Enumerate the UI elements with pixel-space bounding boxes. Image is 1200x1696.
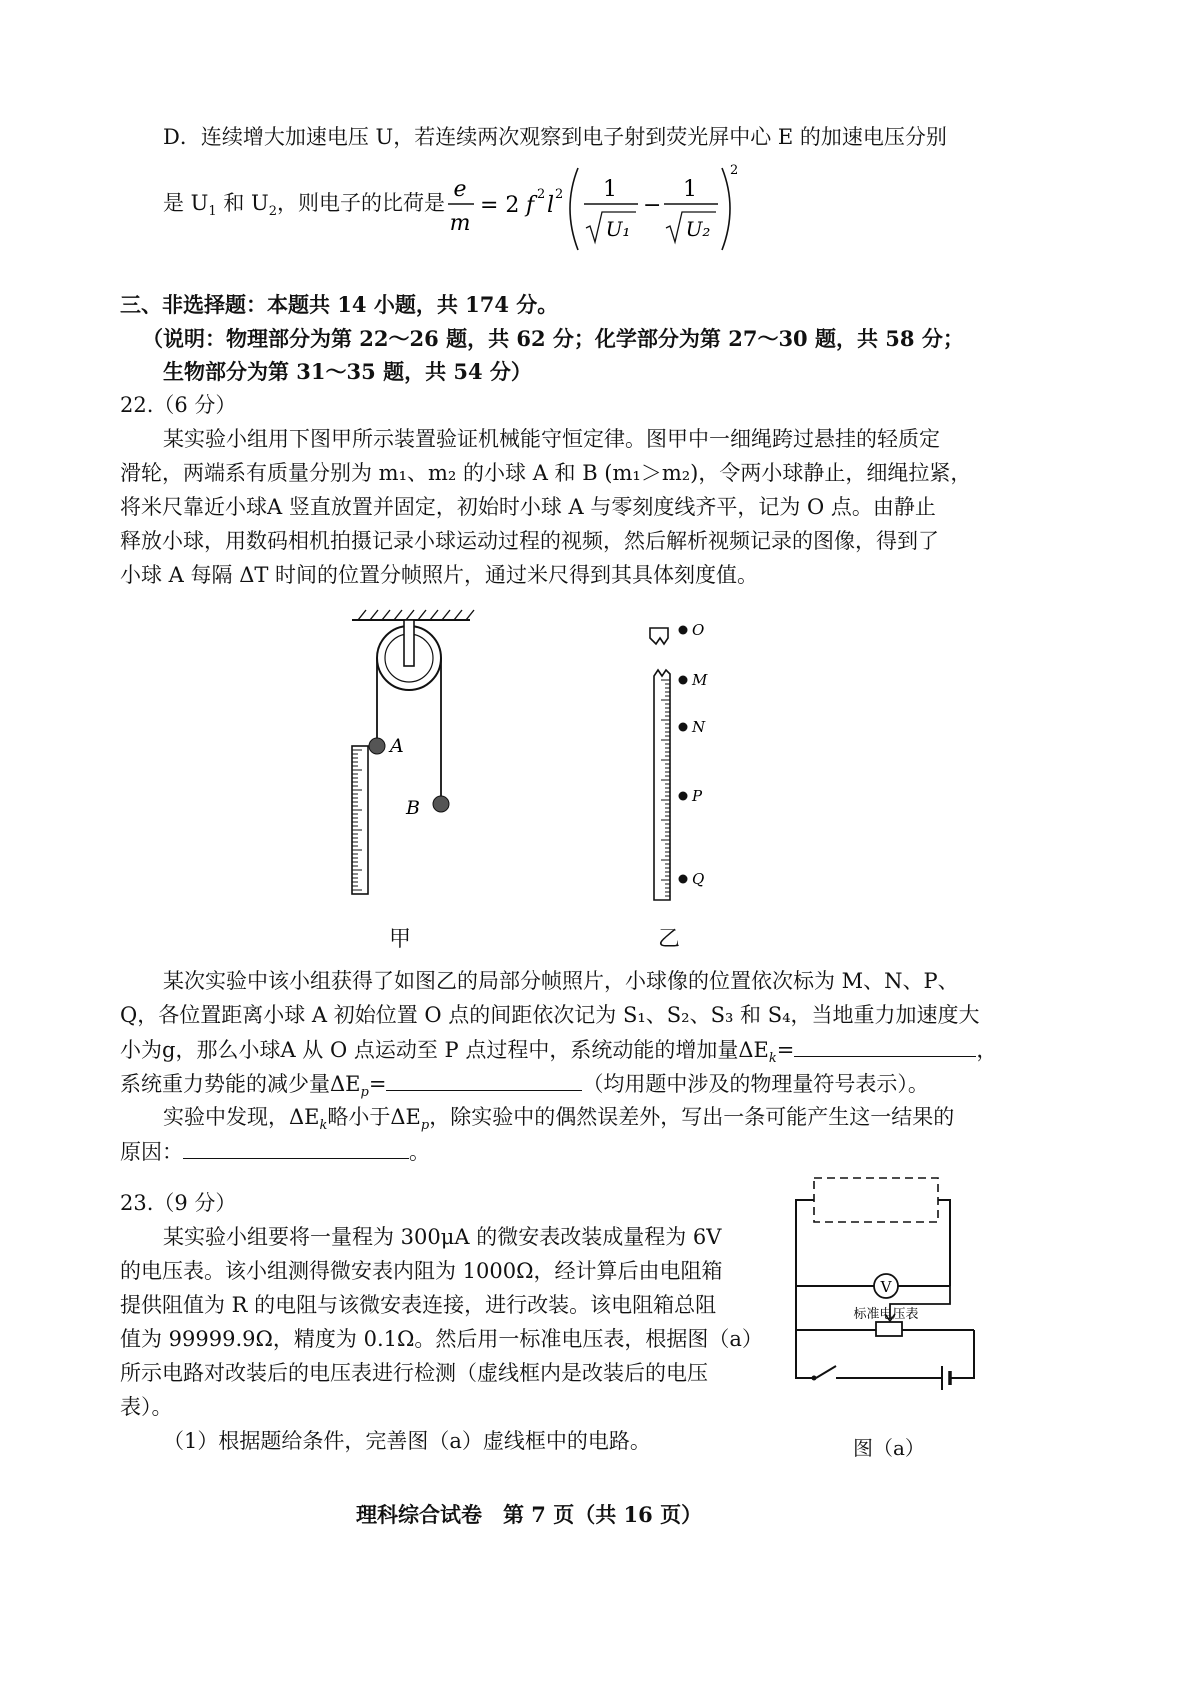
frame-dot-o <box>679 626 688 635</box>
figure-jia-pulley <box>340 600 500 910</box>
svg-text:e: e <box>453 177 467 202</box>
q23-line: 提供阻值为 R 的电阻与该微安表连接，进行改装。该电阻箱总阻 <box>120 1293 717 1317</box>
svg-text:1: 1 <box>603 177 617 202</box>
svg-text:2: 2 <box>555 187 564 202</box>
option-d-line2: 是 $U_1$ 和 $U_2$，则电子的比荷是 <box>163 191 445 220</box>
section-note-1: （说明：物理部分为第 22～26 题，共 62 分；化学部分为第 27～30 题，共 58 分； <box>142 326 964 351</box>
q23-line: 值为 99999.9Ω，精度为 0.1Ω。然后用一标准电压表，根据图（a） <box>120 1327 763 1351</box>
svg-text:f: f <box>526 193 535 218</box>
label-b: B <box>406 797 420 819</box>
frame-dot-p <box>679 792 688 801</box>
rheostat <box>876 1322 902 1336</box>
ball-b <box>433 796 449 812</box>
label-q: Q <box>692 870 705 888</box>
frame-dot-m <box>679 676 688 685</box>
q22-p1-line: 滑轮，两端系有质量分别为 m₁、m₂ 的小球 A 和 B (m₁＞m₂)，令两小球静止，细绳拉紧， <box>120 461 972 485</box>
q23-line: 表）。 <box>120 1395 173 1419</box>
svg-text:2: 2 <box>730 163 739 178</box>
page-footer: 理科综合试卷 第 7 页（共 16 页） <box>356 1502 703 1527</box>
q22-p2-line: 某次实验中该小组获得了如图乙的局部分帧照片，小球像的位置依次标为 M、N、P、 <box>163 969 959 993</box>
q22-header: 22.（6 分） <box>120 393 237 417</box>
q22-p4-line: 实验中发现，$\Delta E_k$略小于$\Delta E_p$，除实验中的偶然误差外，写出一条可能产生这一结果的 <box>163 1105 955 1134</box>
answer-blank-reason[interactable] <box>183 1136 409 1159</box>
ball-a <box>369 738 385 754</box>
frame-dot-n <box>679 723 688 732</box>
figure-yi-frames <box>640 600 760 910</box>
ruler-top-fragment <box>650 628 668 644</box>
charge-ratio-formula <box>440 158 740 258</box>
figure-yi-caption: 乙 <box>658 927 681 952</box>
q22-p2-line3: 小为g，那么小球A 从 O 点运动至 P 点过程中，系统动能的增加量$\Delta E_k=$ ， <box>120 1034 997 1074</box>
answer-blank-delta-ep[interactable] <box>386 1068 582 1091</box>
q22-p1-line: 释放小球，用数码相机拍摄记录小球运动过程的视频，然后解析视频记录的图像，得到了 <box>120 529 939 553</box>
svg-text:= 2: = 2 <box>480 193 520 218</box>
svg-text:m: m <box>449 211 471 236</box>
q23-line: 的电压表。该小组测得微安表内阻为 1000Ω，经计算后由电阻箱 <box>120 1259 723 1283</box>
switch <box>816 1366 836 1378</box>
q23-header: 23.（9 分） <box>120 1191 237 1215</box>
q23-item-1: （1）根据题给条件，完善图（a）虚线框中的电路。 <box>163 1429 651 1453</box>
frame-dot-q <box>679 875 688 884</box>
figure-jia-caption: 甲 <box>389 927 412 952</box>
label-m: M <box>692 671 708 689</box>
q22-p2-line: Q，各位置距离小球 A 初始位置 O 点的间距依次记为 S₁、S₂、S₃ 和 S₄，当地重力加速度大 <box>120 1003 980 1027</box>
q22-p5-line: 原因： 。 <box>120 1136 430 1167</box>
voltmeter-symbol: V <box>880 1278 892 1296</box>
label-o: O <box>692 621 705 639</box>
q22-p1-line: 将米尺靠近小球A 竖直放置并固定，初始时小球 A 与零刻度线齐平，记为 O 点。由静止 <box>120 495 936 519</box>
svg-text:l: l <box>547 193 555 218</box>
q22-p3-line: 系统重力势能的减少量$\Delta E_p=$ （均用题中涉及的物理量符号表示）。 <box>120 1068 929 1108</box>
q22-p1-line: 小球 A 每隔 ΔT 时间的位置分帧照片，通过米尺得到其具体刻度值。 <box>120 563 759 587</box>
q23-line: 所示电路对改装后的电压表进行检测（虚线框内是改装后的电压 <box>120 1361 708 1385</box>
svg-text:1: 1 <box>683 177 697 202</box>
q22-p1-line: 某实验小组用下图甲所示装置验证机械能守恒定律。图甲中一细绳跨过悬挂的轻质定 <box>163 427 940 451</box>
svg-text:U₂: U₂ <box>685 217 711 241</box>
circuit-caption: 图（a） <box>853 1436 925 1460</box>
voltmeter-label: 标准电压表 <box>853 1307 919 1322</box>
label-p: P <box>692 787 703 805</box>
label-n: N <box>692 718 706 736</box>
meter-ruler <box>352 746 368 894</box>
svg-text:2: 2 <box>537 187 546 202</box>
pulley-mount <box>404 620 414 666</box>
answer-blank-delta-ek[interactable] <box>794 1034 976 1057</box>
svg-text:−: − <box>643 193 662 218</box>
modified-voltmeter-box <box>814 1178 938 1222</box>
section-note-2: 生物部分为第 31～35 题，共 54 分） <box>163 359 532 384</box>
label-a: A <box>390 735 404 757</box>
section-title: 三、非选择题：本题共 14 小题，共 174 分。 <box>120 292 559 317</box>
option-d-line1: D．连续增大加速电压 U，若连续两次观察到电子射到荧光屏中心 E 的加速电压分别 <box>163 125 947 149</box>
circuit-figure-a <box>790 1170 990 1420</box>
svg-text:U₁: U₁ <box>605 217 631 241</box>
q23-line: 某实验小组要将一量程为 300μA 的微安表改装成量程为 6V <box>163 1225 722 1249</box>
